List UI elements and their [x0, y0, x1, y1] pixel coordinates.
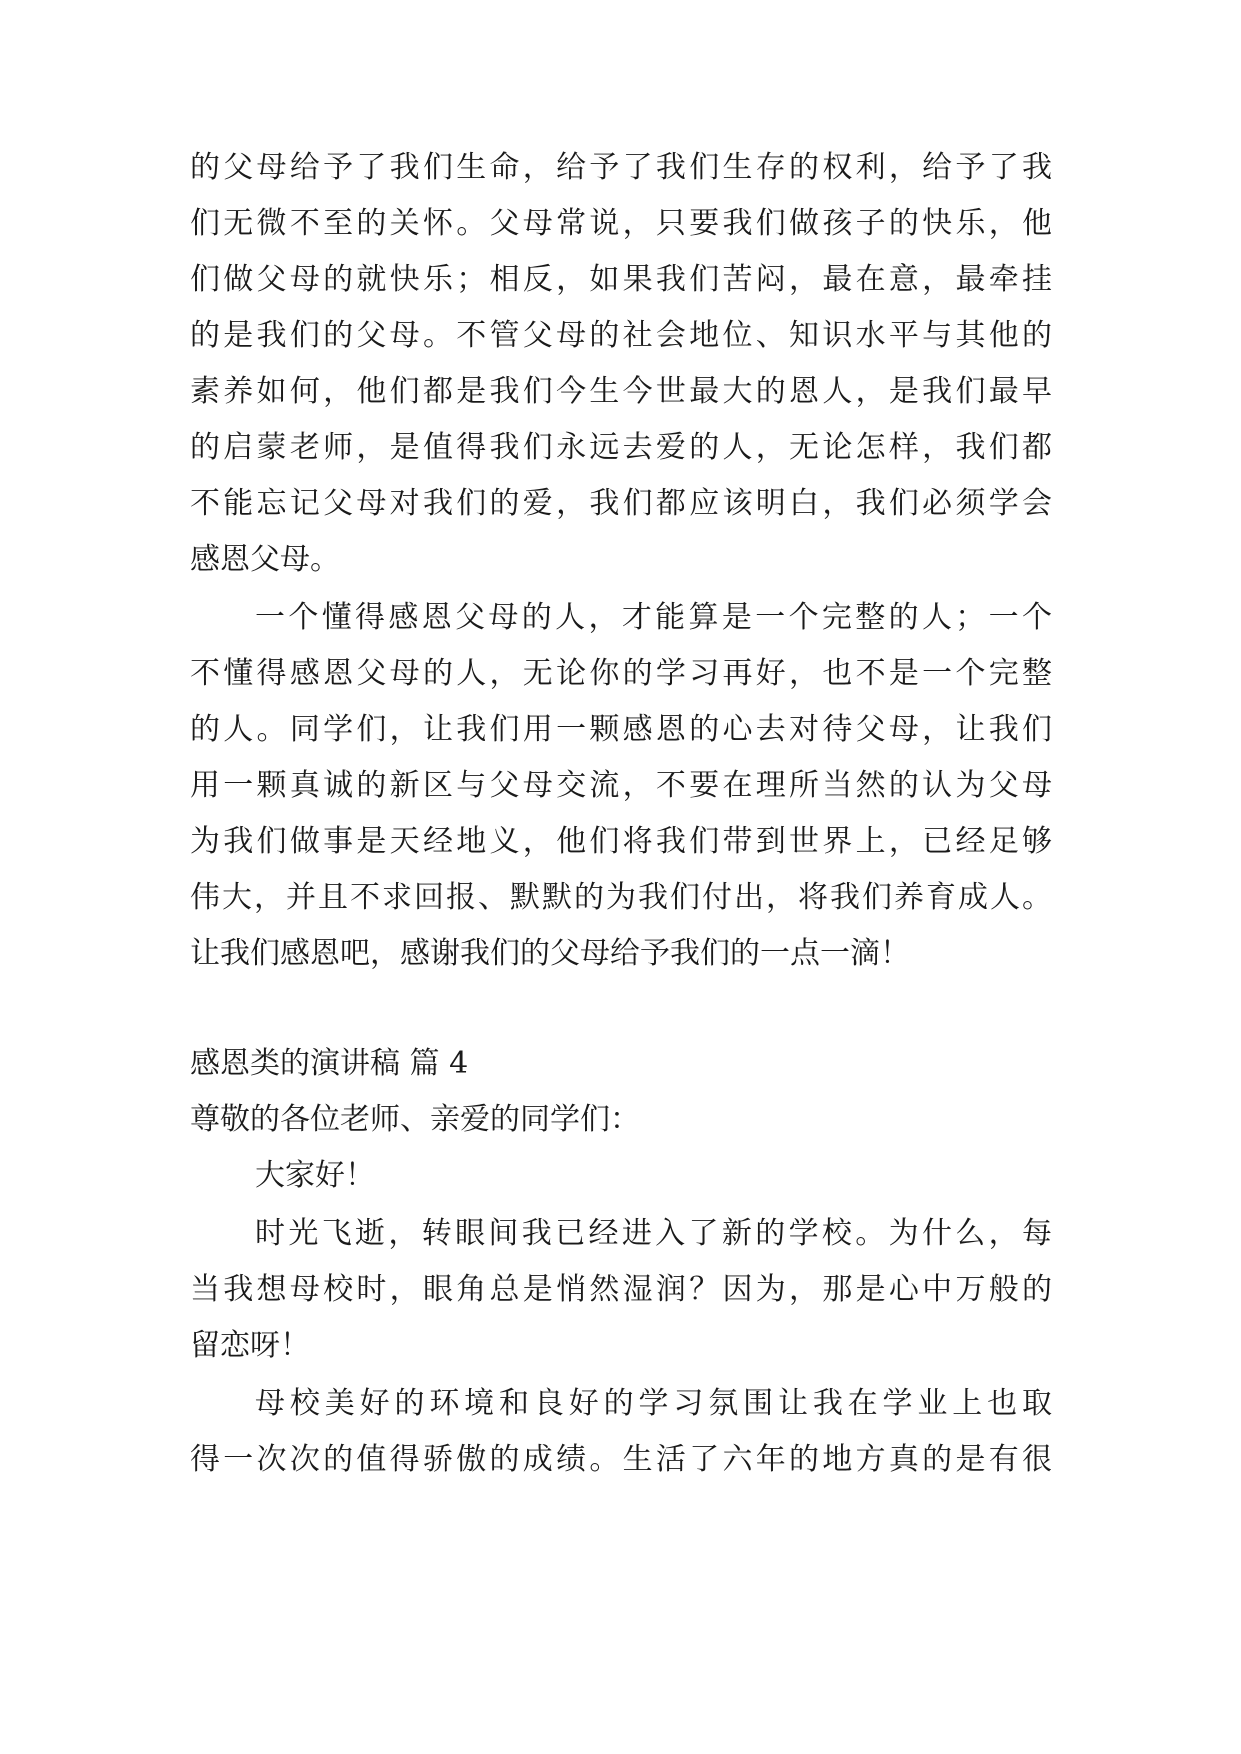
paragraph-first-line: 时光飞逝，转眼间我已经进入了新的学校。为什么，每	[255, 1216, 1052, 1251]
text-line: 为我们做事是天经地义，他们将我们带到世界上，已经足够	[190, 824, 1052, 859]
text-line: 让我们感恩吧，感谢我们的父母给予我们的一点一滴！	[190, 936, 910, 971]
text-line: 们做父母的就快乐；相反，如果我们苦闷，最在意，最牵挂	[190, 262, 1052, 297]
text-line: 的是我们的父母。不管父母的社会地位、知识水平与其他的	[190, 318, 1052, 353]
text-line: 不懂得感恩父母的人，无论你的学习再好，也不是一个完整	[190, 656, 1052, 691]
text-line: 的启蒙老师，是值得我们永远去爱的人，无论怎样，我们都	[190, 430, 1052, 465]
text-line: 们无微不至的关怀。父母常说，只要我们做孩子的快乐，他	[190, 206, 1052, 241]
text-line: 感恩父母。	[190, 542, 340, 577]
text-line: 留恋呀！	[190, 1328, 310, 1363]
paragraph-first-line: 一个懂得感恩父母的人，才能算是一个完整的人；一个	[255, 600, 1052, 635]
text-line: 当我想母校时，眼角总是悄然湿润？因为，那是心中万般的	[190, 1272, 1052, 1307]
text-line: 不能忘记父母对我们的爱，我们都应该明白，我们必须学会	[190, 486, 1052, 521]
text-line: 得一次次的值得骄傲的成绩。生活了六年的地方真的是有很	[190, 1442, 1052, 1477]
greeting: 大家好！	[255, 1158, 375, 1193]
text-line: 的人。同学们，让我们用一颗感恩的心去对待父母，让我们	[190, 712, 1052, 747]
text-line: 用一颗真诚的新区与父母交流，不要在理所当然的认为父母	[190, 768, 1052, 803]
text-line: 伟大，并且不求回报、默默的为我们付出，将我们养育成人。	[190, 880, 1052, 915]
text-line: 的父母给予了我们生命，给予了我们生存的权利，给予了我	[190, 150, 1052, 185]
section-heading: 感恩类的演讲稿 篇 4	[190, 1046, 469, 1081]
text-line: 素养如何，他们都是我们今生今世最大的恩人，是我们最早	[190, 374, 1052, 409]
salutation: 尊敬的各位老师、亲爱的同学们：	[190, 1102, 640, 1137]
paragraph-first-line: 母校美好的环境和良好的学习氛围让我在学业上也取	[255, 1386, 1052, 1421]
